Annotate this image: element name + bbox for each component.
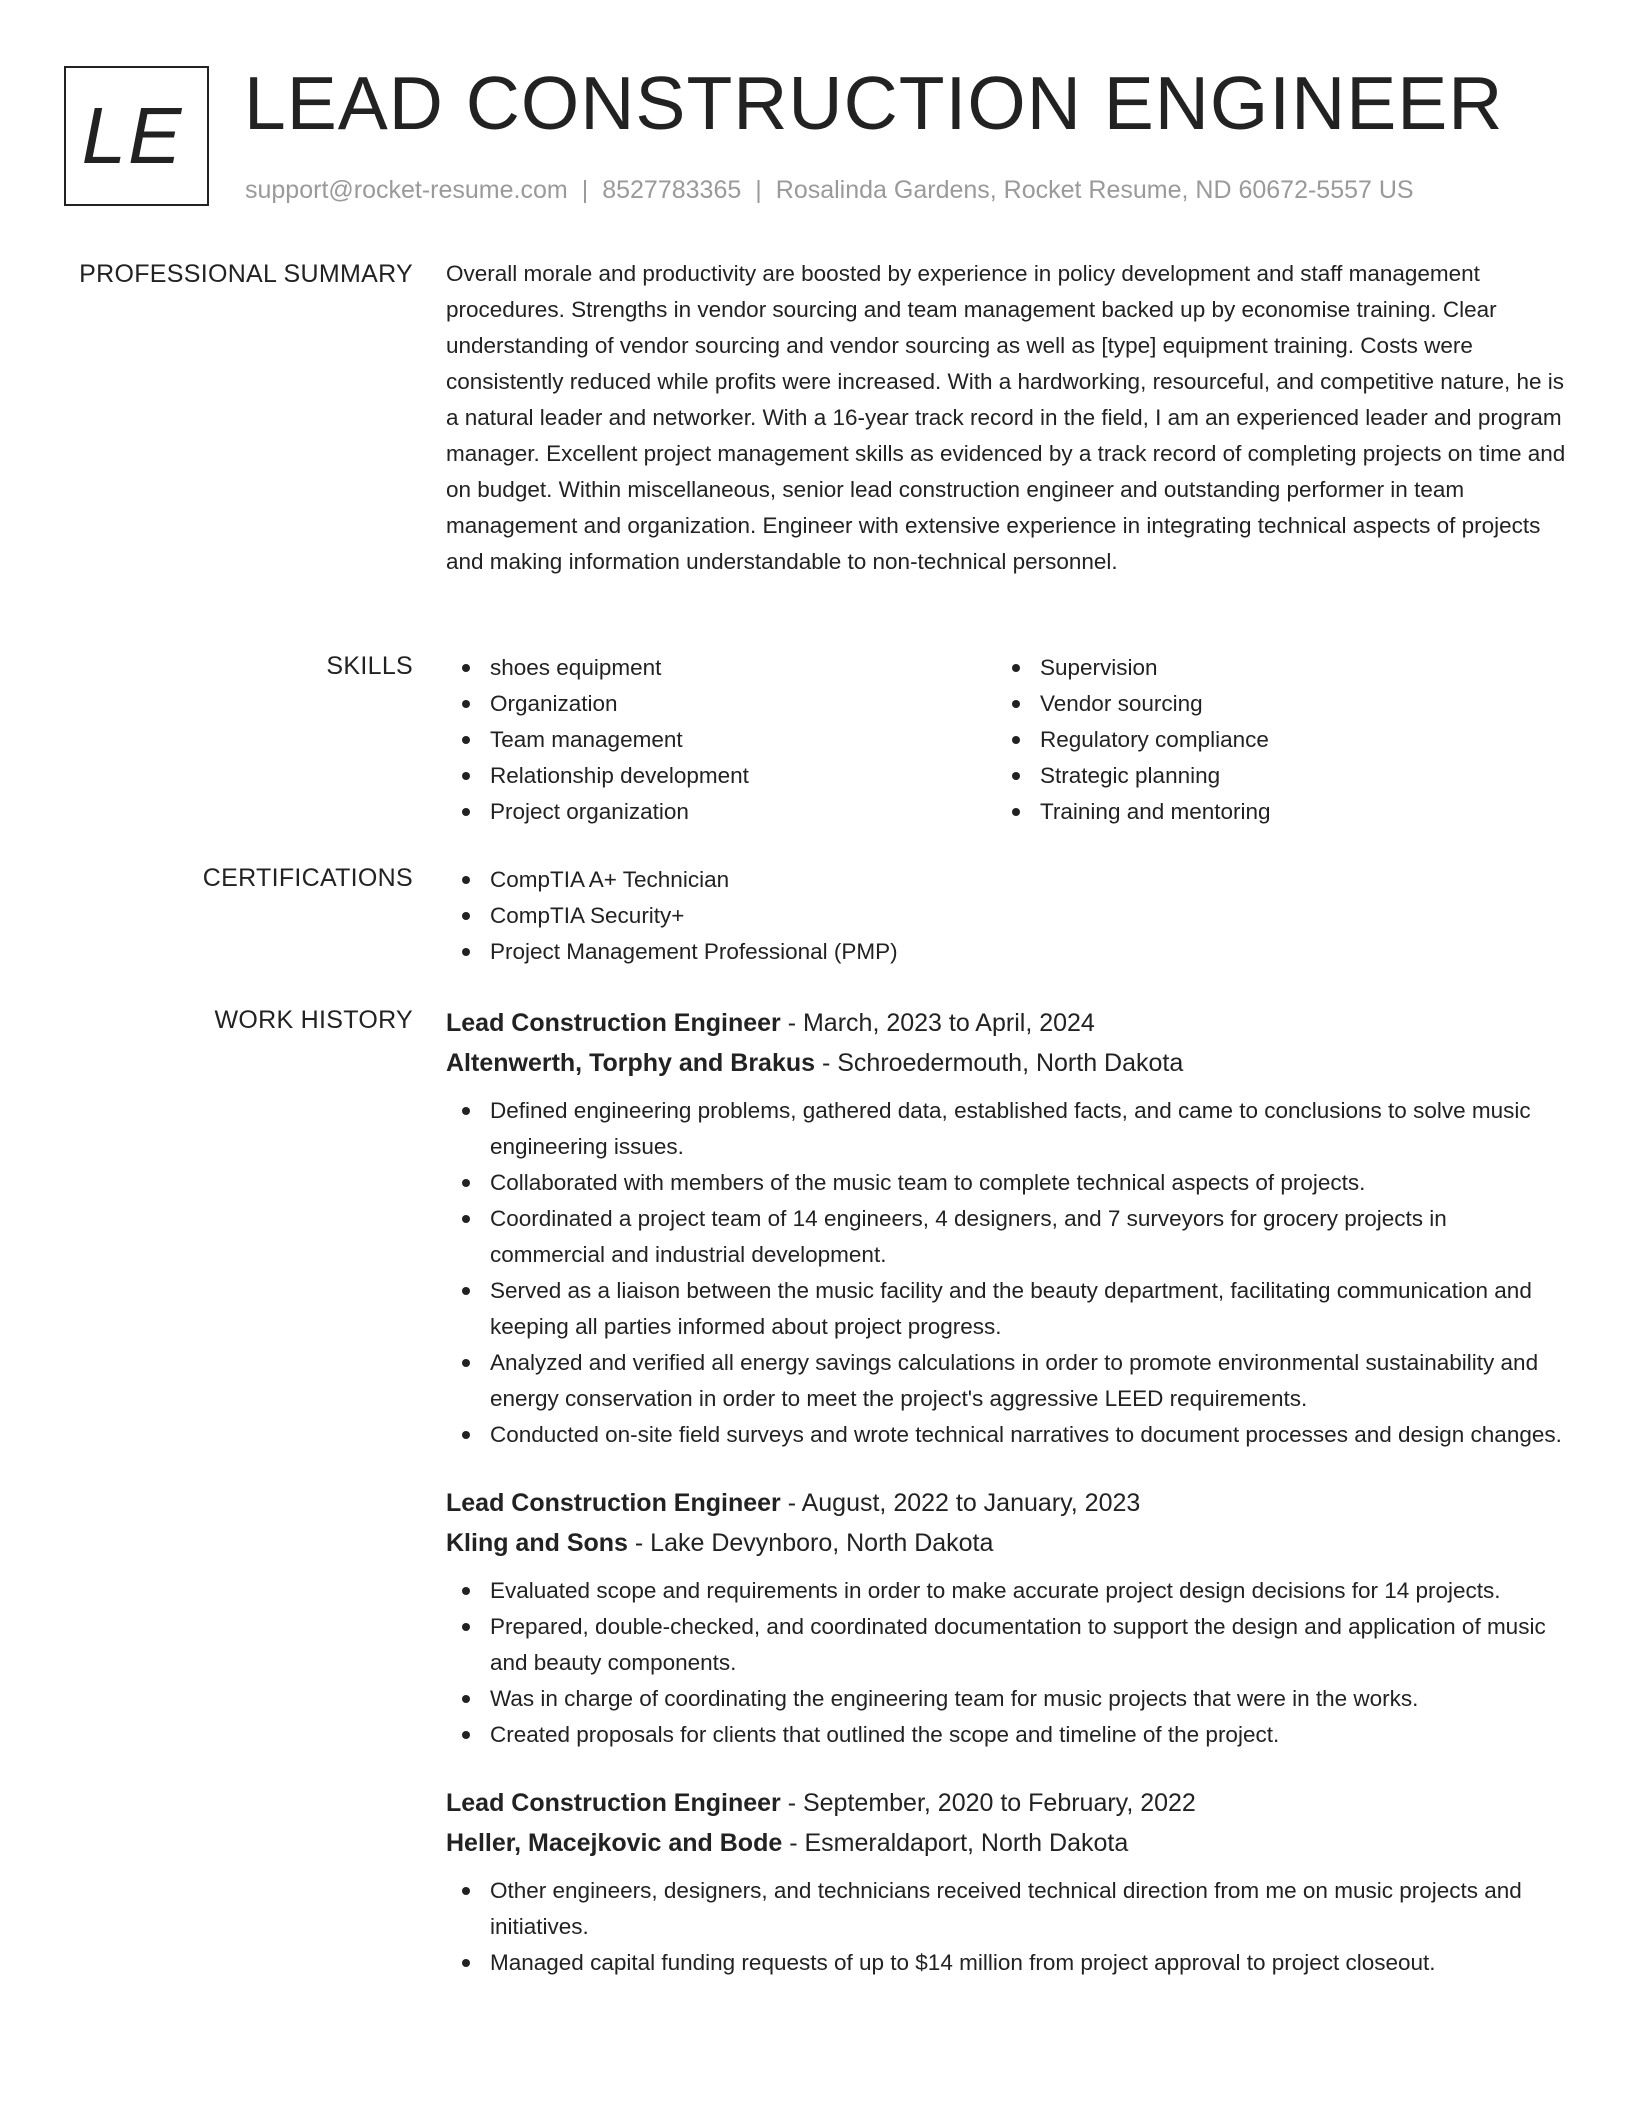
job-location: - Lake Devynboro, North Dakota [627, 1529, 994, 1557]
job-bullet: Other engineers, designers, and technicians received technical direction from me on music projects and initiatives. [446, 1873, 1566, 1945]
job-bullet-list [446, 1573, 1566, 1753]
skill-item: Vendor sourcing [996, 686, 1546, 722]
job-company: Heller, Macejkovic and Bode [446, 1829, 783, 1857]
certifications-list [446, 862, 1566, 970]
job-bullet: Conducted on-site field surveys and wrote technical narratives to document processes and design changes. [446, 1417, 1566, 1453]
job-entry [446, 1783, 1566, 1981]
job-bullet: Collaborated with members of the music team to complete technical aspects of projects. [446, 1165, 1566, 1201]
section-label-certifications: CERTIFICATIONS [202, 864, 413, 892]
monogram-initials: LE [81, 91, 184, 180]
certification-item: CompTIA A+ Technician [446, 862, 1566, 898]
job-entry [446, 1483, 1566, 1753]
job-bullet: Coordinated a project team of 14 engineers, 4 designers, and 7 surveyors for grocery projects in commercial and industrial development. [446, 1201, 1566, 1273]
skill-item: Project organization [446, 794, 996, 830]
certifications-section [446, 862, 1566, 970]
job-company: Altenwerth, Torphy and Brakus [446, 1049, 816, 1077]
contact-separator: | [581, 176, 589, 204]
candidate-title: LEAD CONSTRUCTION ENGINEER [244, 61, 1504, 145]
job-title-line [446, 1783, 1566, 1823]
skills-columns [446, 650, 1566, 830]
section-label-skills: SKILLS [326, 652, 413, 680]
job-bullet-list [446, 1873, 1566, 1981]
job-title: Lead Construction Engineer [446, 1009, 781, 1037]
job-location: - Schroedermouth, North Dakota [815, 1049, 1184, 1077]
job-dates: - March, 2023 to April, 2024 [780, 1009, 1095, 1037]
job-dates: - August, 2022 to January, 2023 [780, 1489, 1141, 1517]
job-title-line [446, 1003, 1566, 1043]
skill-item: shoes equipment [446, 650, 996, 686]
certification-item: CompTIA Security+ [446, 898, 1566, 934]
contact-line [245, 174, 1414, 206]
job-bullet: Defined engineering problems, gathered data, established facts, and came to conclusions to solve music engineering issues. [446, 1093, 1566, 1165]
contact-separator: | [755, 176, 762, 204]
skill-item: Strategic planning [996, 758, 1546, 794]
skills-list-left [446, 650, 996, 830]
job-location: - Esmeraldaport, North Dakota [782, 1829, 1129, 1857]
job-bullet: Created proposals for clients that outlined the scope and timeline of the project. [446, 1717, 1566, 1753]
job-title: Lead Construction Engineer [446, 1789, 781, 1817]
job-bullet: Managed capital funding requests of up to $14 million from project approval to project closeout. [446, 1945, 1566, 1981]
job-title-line [446, 1483, 1566, 1523]
job-bullet: Served as a liaison between the music facility and the beauty department, facilitating communication and keeping all parties informed about project progress. [446, 1273, 1566, 1345]
contact-phone: 8527783365 [602, 176, 742, 204]
job-bullet: Prepared, double-checked, and coordinated documentation to support the design and application of music and beauty components. [446, 1609, 1566, 1681]
job-title: Lead Construction Engineer [446, 1489, 781, 1517]
summary-text: Overall morale and productivity are boosted by experience in policy development and staff management procedures. Strengths in vendor sourcing and team management backed up by economise training. Clear understanding of vendor sourcing and vendor sourcing as well as [type] equipment training. Costs were consistently reduced while profits were increased. With a hardworking, resourceful, and competitive nature, he is a natural leader and networker. With a 16-year track record in the field, I am an experienced leader and program manager. Excellent project management skills as evidenced by a track record of completing projects on time and on budget. Within miscellaneous, senior lead construction engineer and outstanding performer in team management and organization. Engineer with extensive experience in integrating technical aspects of projects and making information understandable to non-technical personnel. [446, 261, 1566, 574]
job-bullet-list [446, 1093, 1566, 1453]
section-label-summary: PROFESSIONAL SUMMARY [79, 260, 413, 288]
summary-section [446, 256, 1566, 580]
job-dates: - September, 2020 to February, 2022 [780, 1789, 1196, 1817]
skills-list-right [996, 650, 1546, 830]
skill-item: Team management [446, 722, 996, 758]
skill-item: Regulatory compliance [996, 722, 1546, 758]
contact-address: Rosalinda Gardens, Rocket Resume, ND 60672-5557 US [775, 176, 1414, 204]
certification-item: Project Management Professional (PMP) [446, 934, 1566, 970]
work-history-section [446, 1003, 1566, 2011]
contact-email: support@rocket-resume.com [245, 176, 568, 204]
monogram-box [64, 66, 209, 206]
job-entry [446, 1003, 1566, 1453]
skills-section [446, 650, 1566, 830]
skill-item: Supervision [996, 650, 1546, 686]
job-bullet: Was in charge of coordinating the engineering team for music projects that were in the works. [446, 1681, 1566, 1717]
job-company-line [446, 1823, 1566, 1863]
skill-item: Relationship development [446, 758, 996, 794]
job-company-line [446, 1523, 1566, 1563]
section-label-work-history: WORK HISTORY [214, 1006, 413, 1034]
skill-item: Organization [446, 686, 996, 722]
job-bullet: Evaluated scope and requirements in order to make accurate project design decisions for 14 projects. [446, 1573, 1566, 1609]
job-company-line [446, 1043, 1566, 1083]
job-company: Kling and Sons [446, 1529, 628, 1557]
job-bullet: Analyzed and verified all energy savings calculations in order to promote environmental sustainability and energy conservation in order to meet the project's aggressive LEED requirements. [446, 1345, 1566, 1417]
skill-item: Training and mentoring [996, 794, 1546, 830]
